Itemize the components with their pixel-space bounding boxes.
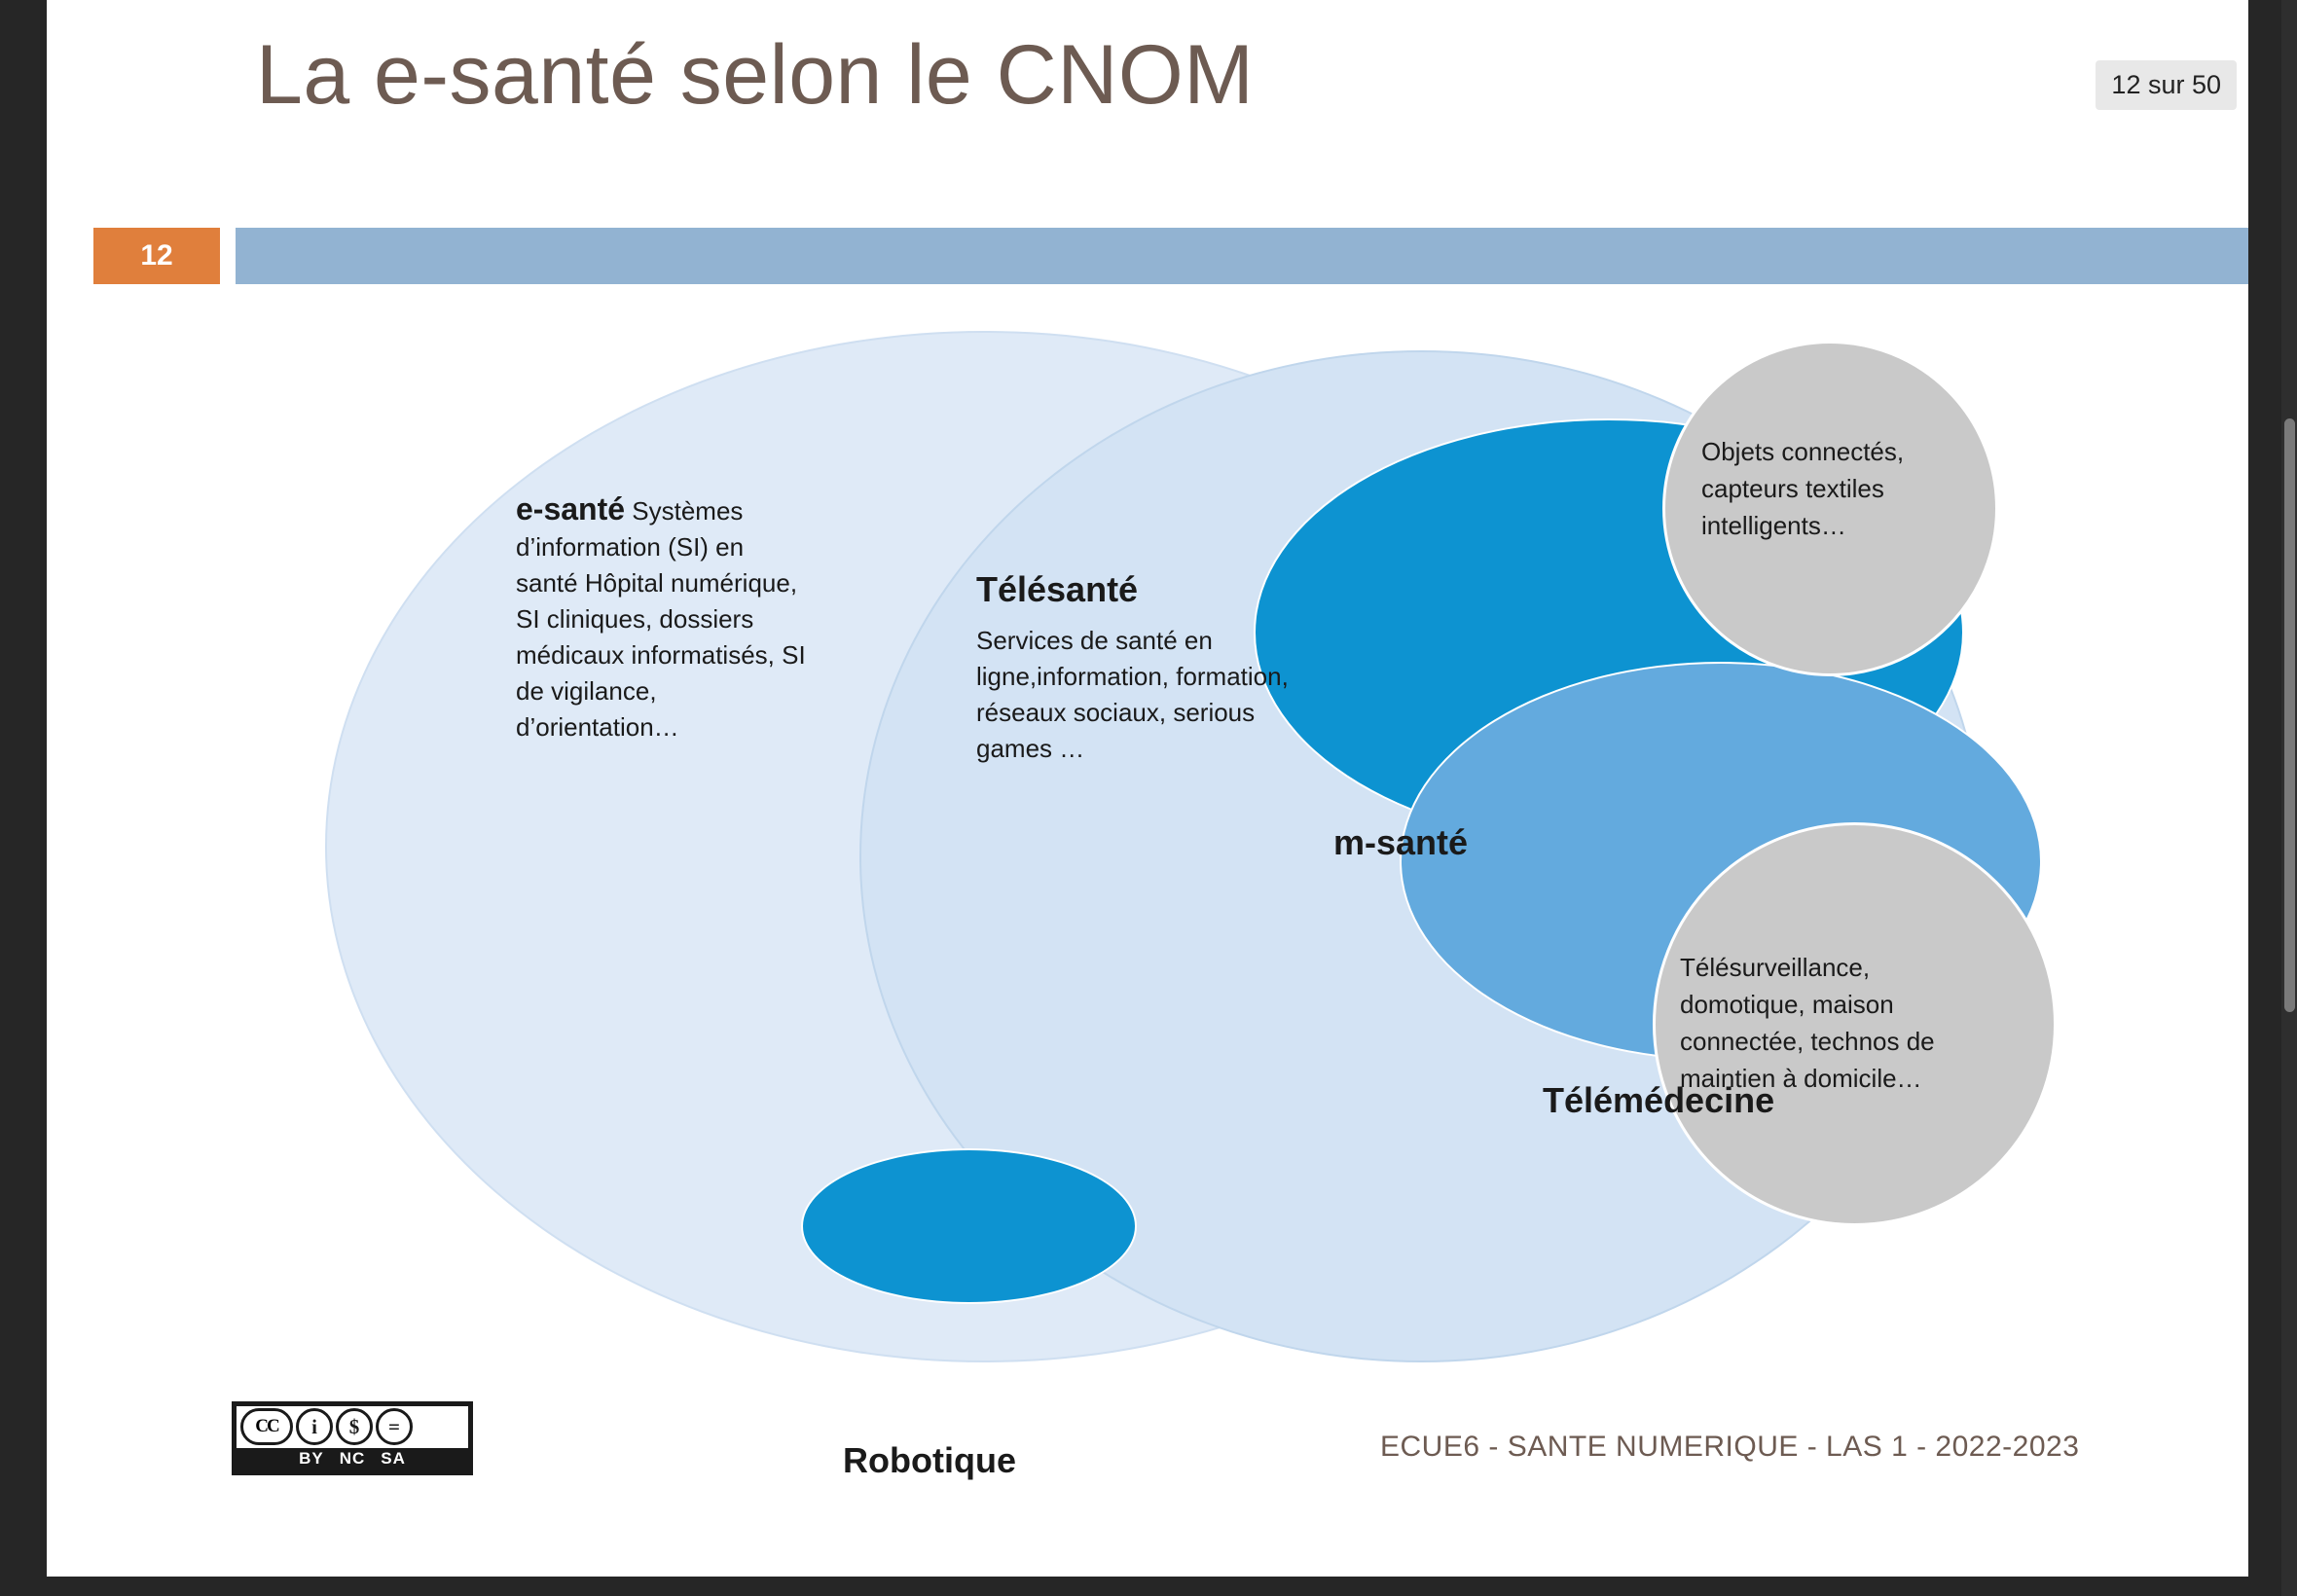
telesante-body: Services de santé en ligne,information, formation, réseaux sociaux, serious games …	[976, 626, 1289, 763]
slide-page	[47, 0, 2248, 1577]
slide-footer: ECUE6 - SANTE NUMERIQUE - LAS 1 - 2022-2023	[1380, 1431, 2080, 1463]
robotique-label: Robotique	[843, 1440, 1016, 1480]
vertical-scrollbar-thumb[interactable]	[2284, 418, 2295, 1012]
telesante-heading: Télésanté	[976, 569, 1139, 609]
vertical-scrollbar-track[interactable]	[2281, 0, 2297, 1596]
msante-label: m-santé	[1333, 822, 1469, 862]
cc-terms-row	[237, 1448, 468, 1470]
objets-connectes-text: Objets connectés, capteurs textiles intelligents…	[1701, 437, 1905, 540]
slide-number-badge: 12	[93, 228, 220, 284]
cc-term-nc: NC	[339, 1449, 366, 1469]
cc-by-icon: i	[296, 1408, 333, 1445]
robotique-ellipse	[801, 1148, 1137, 1304]
telesurveillance-text: Télésurveillance, domotique, maison connectée, technos de maintien à domicile…	[1680, 953, 1935, 1093]
page-indicator: 12 sur 50	[2096, 60, 2237, 110]
cc-term-by: BY	[299, 1449, 324, 1469]
esante-text-block	[516, 491, 808, 745]
esante-body: Systèmes d’information (SI) en santé Hôpital numérique, SI cliniques, dossiers médicaux informatisés, SI de vigilance, d’orientation…	[516, 496, 806, 742]
page-title: La e-santé selon le CNOM	[256, 28, 1255, 122]
cc-nc-icon: $	[336, 1408, 373, 1445]
header-divider-bar	[236, 228, 2248, 284]
telemedecine-label: Télémédecine	[1543, 1080, 1775, 1120]
creative-commons-badge	[232, 1401, 473, 1475]
esante-heading: e-santé	[516, 491, 626, 526]
cc-logo-icon: CC	[240, 1408, 293, 1445]
cc-icons-row	[237, 1406, 468, 1448]
cc-sa-icon: =	[376, 1408, 413, 1445]
cc-term-sa: SA	[381, 1449, 406, 1469]
